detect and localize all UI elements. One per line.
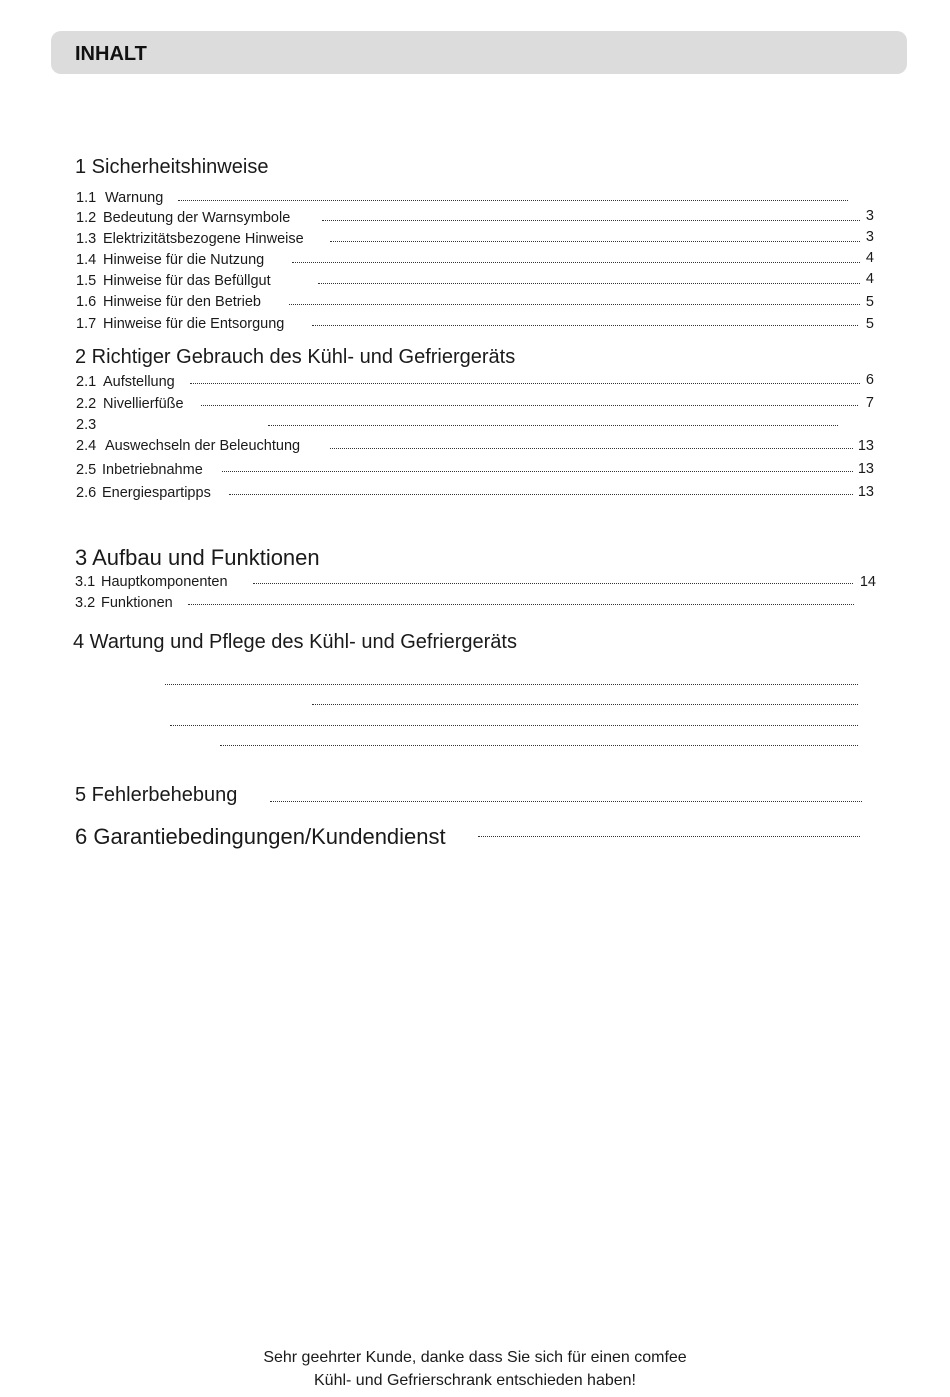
page-number: 3 [865,208,874,224]
section-5-title: 5 Fehlerbehebung [75,784,238,806]
page-number: 5 [865,294,874,310]
leader-dots [478,832,860,837]
entry-number: 1.4 [76,252,97,268]
header-bar [51,31,907,74]
entry-label: Warnung [105,190,164,206]
page-title: INHALT [75,43,147,65]
leader-dots [190,379,860,384]
leader-dots [201,401,858,406]
entry-label: Hinweise für die Nutzung [103,252,265,268]
entry-number: 1.7 [76,316,97,332]
entry-number: 2.6 [76,485,97,501]
footer-greeting-line-2: Kühl- und Gefrierschrank entschieden haben! [314,1372,636,1389]
page-number: 6 [865,372,874,388]
page-number: 5 [865,316,874,332]
leader-dots [312,700,858,705]
footer-greeting-line-1: Sehr geehrter Kunde, danke dass Sie sich für einen comfee [263,1349,687,1366]
entry-number: 1.5 [76,273,97,289]
entry-number: 1.1 [76,190,97,206]
entry-number: 2.3 [76,417,97,433]
entry-label: Hauptkomponenten [101,574,228,590]
section-2-title: 2 Richtiger Gebrauch des Kühl- und Gefriergeräts [75,346,516,368]
leader-dots [253,579,853,584]
leader-dots [289,300,860,305]
page-number: 13 [857,438,874,454]
entry-number: 1.2 [76,210,97,226]
page-number: 4 [865,250,874,266]
entry-label: Auswechseln der Beleuchtung [105,438,301,454]
leader-dots [322,216,860,221]
entry-number: 2.2 [76,396,97,412]
entry-number: 1.6 [76,294,97,310]
entry-label: Bedeutung der Warnsymbole [103,210,291,226]
entry-number: 3.1 [75,574,96,590]
entry-number: 2.1 [76,374,97,390]
entry-label: Inbetriebnahme [102,462,203,478]
entry-number: 3.2 [75,595,96,611]
leader-dots [292,258,860,263]
entry-label: Energiespartipps [102,485,211,501]
section-1-title: 1 Sicherheitshinweise [75,156,269,178]
leader-dots [178,196,848,201]
entry-label: Nivellierfüße [103,396,184,412]
section-4-title: 4 Wartung und Pflege des Kühl- und Gefriergeräts [73,631,517,653]
entry-label: Aufstellung [103,374,175,390]
entry-number: 2.4 [76,438,97,454]
page-number: 3 [865,229,874,245]
section-3-title: 3 Aufbau und Funktionen [75,545,320,570]
entry-label: Hinweise für den Betrieb [103,294,261,310]
leader-dots [318,279,860,284]
leader-dots [222,467,853,472]
page-number: 13 [857,484,874,500]
leader-dots [170,721,858,726]
leader-dots [330,444,853,449]
leader-dots [220,741,858,746]
leader-dots [268,421,838,426]
section-6-title: 6 Garantiebedingungen/Kundendienst [75,824,446,849]
entry-label: Hinweise für die Entsorgung [103,316,285,332]
entry-label: Funktionen [101,595,173,611]
leader-dots [229,490,853,495]
page-number: 14 [859,574,876,590]
page-number: 13 [857,461,874,477]
leader-dots [330,237,860,242]
entry-number: 1.3 [76,231,97,247]
leader-dots [270,797,862,802]
page-number: 7 [865,395,874,411]
entry-label: Hinweise für das Befüllgut [103,273,271,289]
leader-dots [165,680,858,685]
leader-dots [312,321,858,326]
page-number: 4 [865,271,874,287]
entry-label: Elektrizitätsbezogene Hinweise [103,231,304,247]
entry-number: 2.5 [76,462,97,478]
leader-dots [188,600,854,605]
